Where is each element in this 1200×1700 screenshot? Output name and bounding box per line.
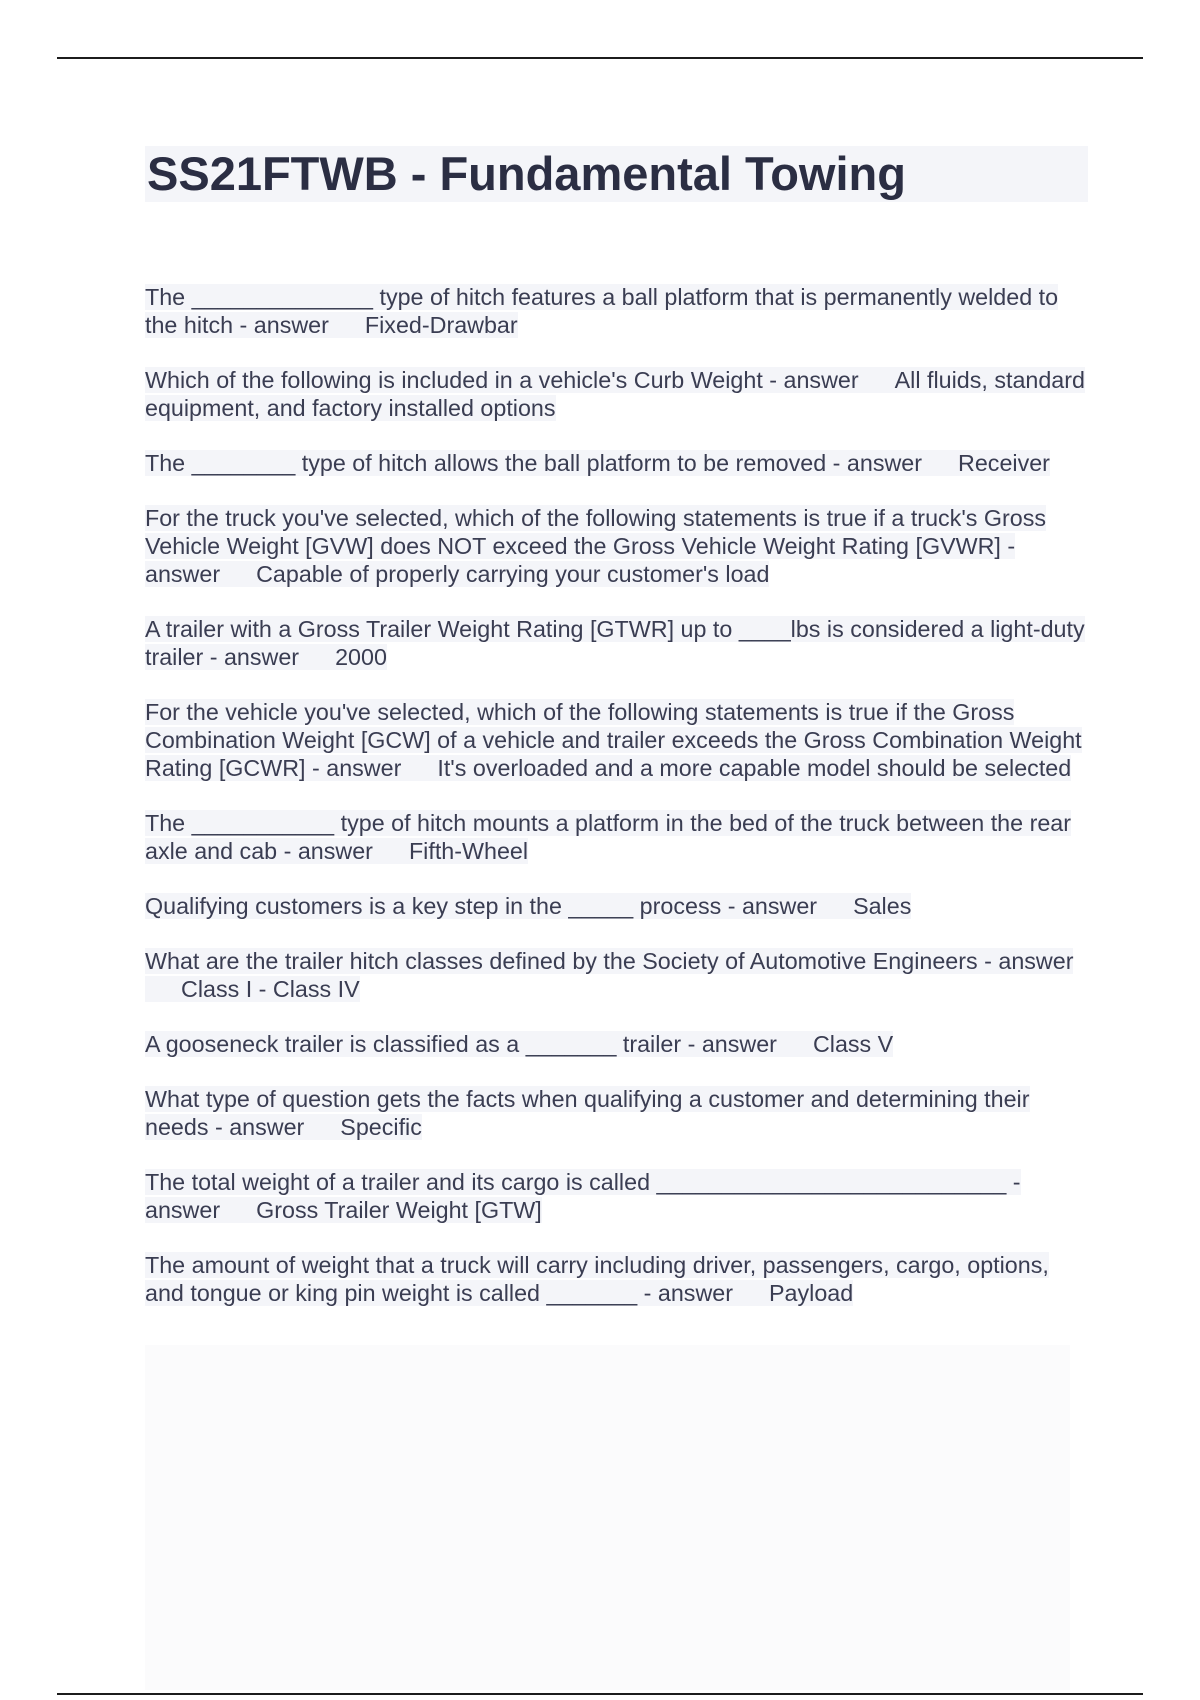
answer-separator: - answer xyxy=(208,1114,305,1140)
answer-separator: - answer xyxy=(762,367,859,393)
qa-item xyxy=(145,1168,1090,1224)
answer-separator: - answer xyxy=(203,644,300,670)
qa-text xyxy=(145,893,911,919)
answer-text: Class V xyxy=(812,1031,894,1057)
page-title: SS21FTWB - Fundamental Towing xyxy=(145,146,1088,202)
qa-item xyxy=(145,449,1090,477)
qa-text xyxy=(145,450,1050,476)
answer-separator: - answer xyxy=(637,1280,733,1306)
qa-item xyxy=(145,892,1090,920)
answer-text: Gross Trailer Weight [GTW] xyxy=(256,1197,542,1223)
answer-text: All fluids, standard equipment, and factory installed options xyxy=(145,367,1085,421)
answer-text: Fixed-Drawbar xyxy=(364,312,518,338)
answer-separator: - answer xyxy=(721,893,818,919)
answer-separator: - answer xyxy=(826,450,923,476)
qa-text xyxy=(145,699,1082,781)
answer-separator: - answer xyxy=(681,1031,777,1057)
answer-separator: - answer xyxy=(305,755,402,781)
qa-text xyxy=(145,284,1058,338)
qa-item xyxy=(145,366,1090,422)
qa-item xyxy=(145,698,1090,782)
qa-item xyxy=(145,1085,1090,1141)
question-text: The amount of weight that a truck will carry including driver, passengers, cargo, options, and tongue or king pin weight is called _______ xyxy=(145,1252,1049,1306)
question-text: What type of question gets the facts when qualifying a customer and determining their needs xyxy=(145,1086,1030,1140)
question-text: The total weight of a trailer and its cargo is called ___________________________ xyxy=(145,1169,1007,1195)
qa-item xyxy=(145,283,1090,339)
answer-text: Fifth-Wheel xyxy=(408,838,529,864)
qa-item xyxy=(145,1251,1090,1307)
bottom-rule xyxy=(57,1693,1143,1695)
qa-list xyxy=(145,283,1090,1334)
qa-text xyxy=(145,810,1071,864)
question-text: For the vehicle you've selected, which of the following statements is true if the Gross Combination Weight [GCW] of a vehicle and trailer exceeds the Gross Combination Weight Rating [GCWR] xyxy=(145,699,1082,781)
answer-separator: - answer xyxy=(977,948,1074,974)
qa-text xyxy=(145,1169,1021,1223)
answer-text: Payload xyxy=(769,1280,854,1306)
answer-text: It's overloaded and a more capable model should be selected xyxy=(437,755,1072,781)
qa-text xyxy=(145,1086,1030,1140)
page-shade xyxy=(145,1345,1070,1690)
qa-item xyxy=(145,615,1090,671)
question-text: A trailer with a Gross Trailer Weight Rating [GTWR] up to ____lbs is considered a light-duty trailer xyxy=(145,616,1085,670)
qa-item xyxy=(145,947,1090,1003)
question-text: What are the trailer hitch classes defined by the Society of Automotive Engineers xyxy=(145,948,978,974)
qa-item xyxy=(145,504,1090,588)
qa-text xyxy=(145,505,1046,587)
answer-text: Receiver xyxy=(958,450,1050,476)
question-text: Which of the following is included in a vehicle's Curb Weight xyxy=(145,367,763,393)
question-text: The ______________ type of hitch features a ball platform that is permanently welded to the hitch xyxy=(145,284,1059,338)
answer-separator: - answer xyxy=(145,533,1016,587)
question-text: The ___________ type of hitch mounts a platform in the bed of the truck between the rear axle and cab xyxy=(145,810,1071,864)
question-text: Qualifying customers is a key step in the _____ process xyxy=(145,893,722,919)
answer-text: Capable of properly carrying your customer's load xyxy=(256,561,770,587)
qa-item xyxy=(145,809,1090,865)
answer-text: 2000 xyxy=(335,644,387,670)
qa-text xyxy=(145,367,1085,421)
answer-text: Class I - Class IV xyxy=(181,976,360,1002)
question-text: The ________ type of hitch allows the ball platform to be removed xyxy=(145,450,827,476)
top-rule xyxy=(57,57,1143,59)
answer-text: Sales xyxy=(853,893,912,919)
qa-text xyxy=(145,1031,893,1057)
question-text: For the truck you've selected, which of the following statements is true if a truck's Gross Vehicle Weight [GVW] does NOT exceed the Gross Vehicle Weight Rating [GVWR] xyxy=(145,505,1047,559)
answer-separator: - answer xyxy=(145,1169,1021,1223)
answer-text: Specific xyxy=(340,1114,422,1140)
answer-separator: - answer xyxy=(277,838,373,864)
qa-text xyxy=(145,948,1073,1002)
question-text: A gooseneck trailer is classified as a _______ trailer xyxy=(145,1031,682,1057)
answer-separator: - answer xyxy=(233,312,329,338)
qa-text xyxy=(145,1252,1049,1306)
qa-item xyxy=(145,1030,1090,1058)
qa-text xyxy=(145,616,1085,670)
